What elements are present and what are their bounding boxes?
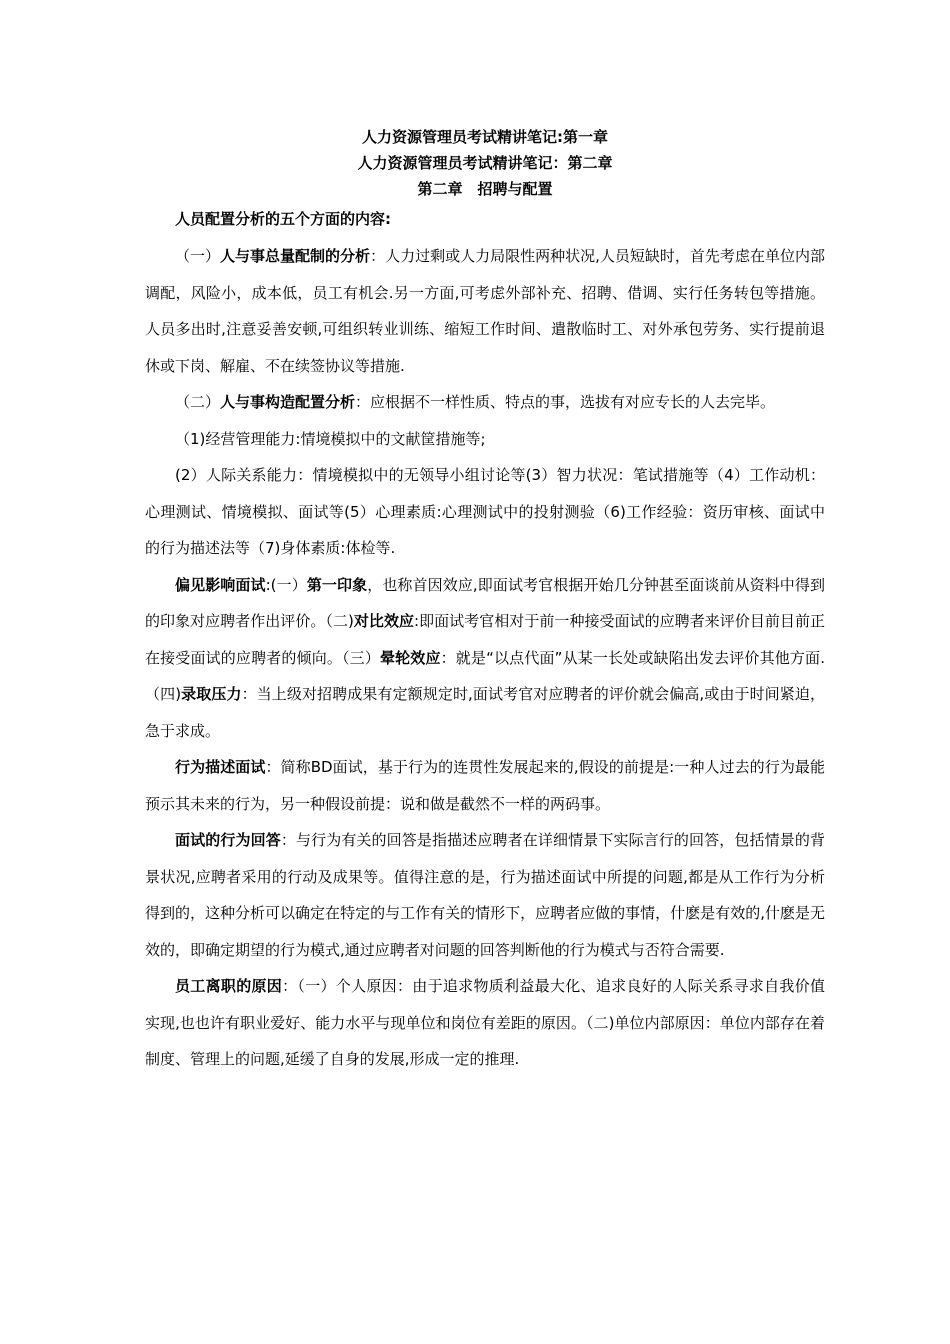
p5-bold-1: 偏见影响面试 <box>175 575 266 594</box>
title-line-2: 人力资源管理员考试精讲笔记：第二章 <box>357 154 613 172</box>
paragraph-7 <box>145 822 825 968</box>
p1-bold: 人与事总量配制的分析 <box>220 247 371 265</box>
p5-bold-5: 录取压力 <box>181 685 242 703</box>
p5-text-2: ，也称首因效应,即面试考官根据开始几分钟甚至面谈前从资料中得到的印象对应聘者作出评价。（二) <box>145 575 825 630</box>
paragraph-4: (2）人际关系能力：情境模拟中的无领导小组讨论等(3）智力状况：笔试措施等（4）工作动机：心理测试、情境模拟、面试等(5）心理素质:心理测试中的投射测验（6)工作经验：资历审核、面试中的行为描述法等（7)身体素质:体检等. <box>145 466 825 557</box>
p8-bold: 员工离职的原因 <box>175 977 283 995</box>
paragraph-3: （1)经营管理能力:情境模拟中的文献筐措施等; <box>175 429 486 448</box>
p6-bold: 行为描述面试 <box>175 758 266 776</box>
p7-rest: ：与行为有关的回答是指描述应聘者在详细情景下实际言行的回答，包括情景的背景状况,应聘者采用的行动及成果等。值得注意的是，行为描述面试中所提的问题,都是从工作行为分析得到的，这种分析可以确定在特定的与工作有关的情形下，应聘者应做的事情，什麽是有效的,什麽是无效的，即确定期望的行为模式,通过应聘者对问题的回答判断他的行为模式与否符合需要. <box>145 831 825 959</box>
p5-text-4: ：就是“以点代面”从某一长处或缺陷出发去评价其他方面.（四) <box>145 648 825 703</box>
p6-rest: ：简称BD面试，基于行为的连贯性发展起来的,假设的前提是:一种人过去的行为最能预示其未来的行为，另一种假设前提：说和做是截然不一样的两码事。 <box>145 758 825 813</box>
paragraph-1 <box>145 238 825 384</box>
p5-text-5: ：当上级对招聘成果有定额规定时,面试考官对应聘者的评价就会偏高,或由于时间紧迫，急于求成。 <box>145 685 825 740</box>
paragraph-2 <box>145 384 825 421</box>
paragraph-8 <box>145 968 825 1078</box>
chapter-title: 第二章 招聘与配置 <box>417 180 553 198</box>
p5-bold-3: 对比效应 <box>353 612 415 630</box>
p2-prefix: （二） <box>175 393 221 411</box>
p5-text-1: :(一） <box>265 575 307 594</box>
p1-prefix: （一） <box>175 247 221 265</box>
paragraph-5 <box>145 567 825 750</box>
title-line-1: 人力资源管理员考试精讲笔记:第一章 <box>361 128 608 146</box>
p7-bold: 面试的行为回答 <box>175 831 281 849</box>
p1-rest: ：人力过剩或人力局限性两种状况,人员短缺时，首先考虑在单位内部调配，风险小，成本低，员工有机会.另一方面,可考虑外部补充、招聘、借调、实行任务转包等措施。人员多出时,注意妥善安顿,可组织转业训练、缩短工作时间、遣散临时工、对外承包劳务、实行提前退休或下岗、解雇、不在续签协议等措施. <box>145 247 825 375</box>
p5-bold-4: 晕轮效应 <box>380 648 441 667</box>
document-page <box>145 124 825 1078</box>
section-heading: 人员配置分析的五个方面的内容: <box>175 210 392 228</box>
p8-rest: ：（一）个人原因：由于追求物质利益最大化、追求良好的人际关系寻求自我价值实现,也也许有职业爱好、能力水平与现单位和岗位有差距的原因。（二)单位内部原因：单位内部存在着制度、管理上的问题,延缓了自身的发展,形成一定的推理. <box>145 977 825 1068</box>
p2-bold: 人与事构造配置分析 <box>220 393 356 411</box>
p5-text-3: :即面试考官相对于前一种接受面试的应聘者来评价目前目前正在接受面试的应聘者的倾向。（三） <box>145 612 825 667</box>
p5-bold-2: 第一印象 <box>306 575 368 594</box>
p2-rest: ：应根据不一样性质、特点的事，选拔有对应专长的人去完毕。 <box>355 393 776 411</box>
paragraph-6 <box>145 749 825 822</box>
